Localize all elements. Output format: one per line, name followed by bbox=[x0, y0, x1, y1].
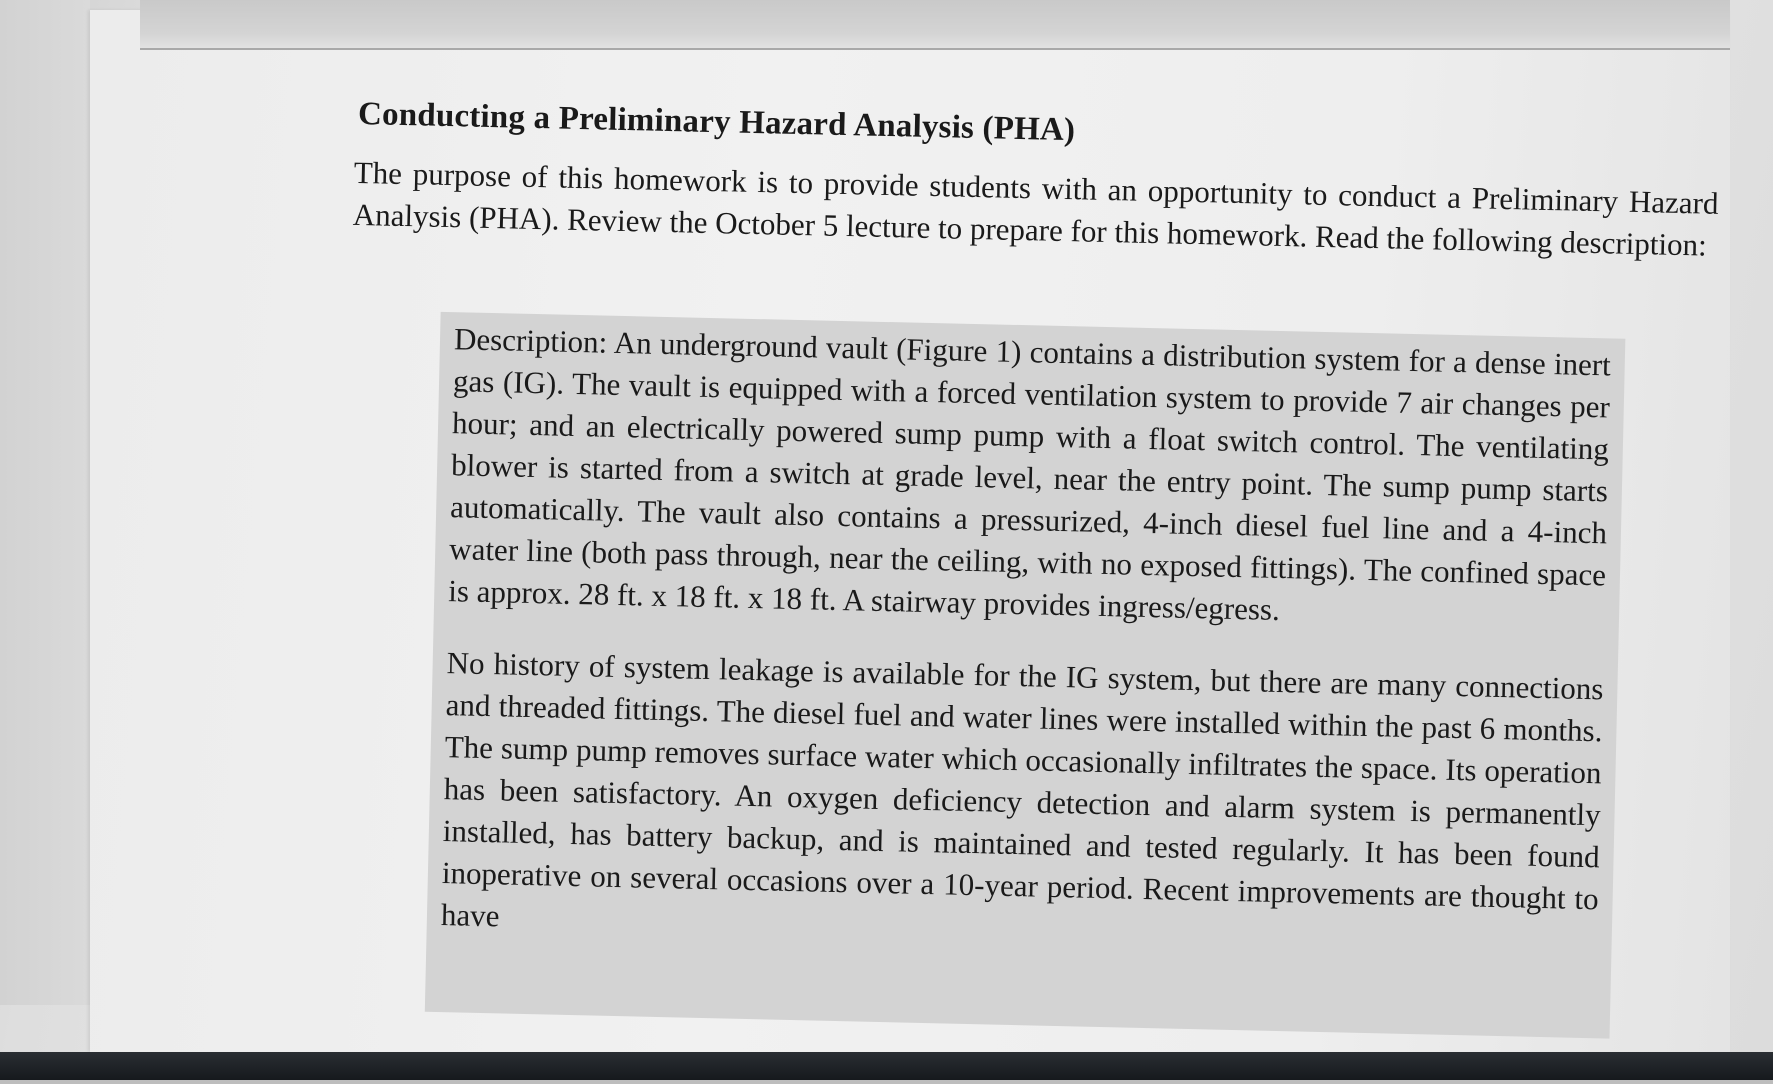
description-paragraph-1: Description: An underground vault (Figure 1) contains a distribution system for a dense inert gas (IG). The vault is equipped with a forced ventilation system to provide 7 air changes per hour; and an electrically powered sump pump with a float switch control. The ventilating blower is started from a switch at grade level, near the entry point. The sump pump starts automatically. The vault also contains a pressurized, 4-inch diesel fuel line and a 4-inch water line (both pass through, near the ceiling, with no exposed fittings). The confined space is approx. 28 ft. x 18 ft. x 18 ft. A stairway provides ingress/egress. bbox=[447, 321, 1612, 627]
description-block bbox=[425, 312, 1626, 1039]
description-paragraph-2: No history of system leakage is available for the IG system, but there are many connections and threaded fittings. The diesel fuel and water lines were installed within the past 6 months. The sump pump removes surface water which occasionally infiltrates the space. Its operation has been satisfactory. An oxygen deficiency detection and alarm system is permanently installed, has battery backup, and is maintained and tested regularly. It has been found inoperative on several occasions over a 10-year period. Recent improvements are thought to have bbox=[440, 645, 1604, 934]
document-title: Conducting a Preliminary Hazard Analysis (PHA) bbox=[357, 95, 1076, 149]
intro-paragraph: The purpose of this homework is to provide students with an opportunity to conduct a Preliminary Hazard Analysis (PHA). Review the October 5 lecture to prepare for this homework. Read the following description: bbox=[352, 154, 1719, 263]
monitor-bezel bbox=[0, 1052, 1773, 1080]
